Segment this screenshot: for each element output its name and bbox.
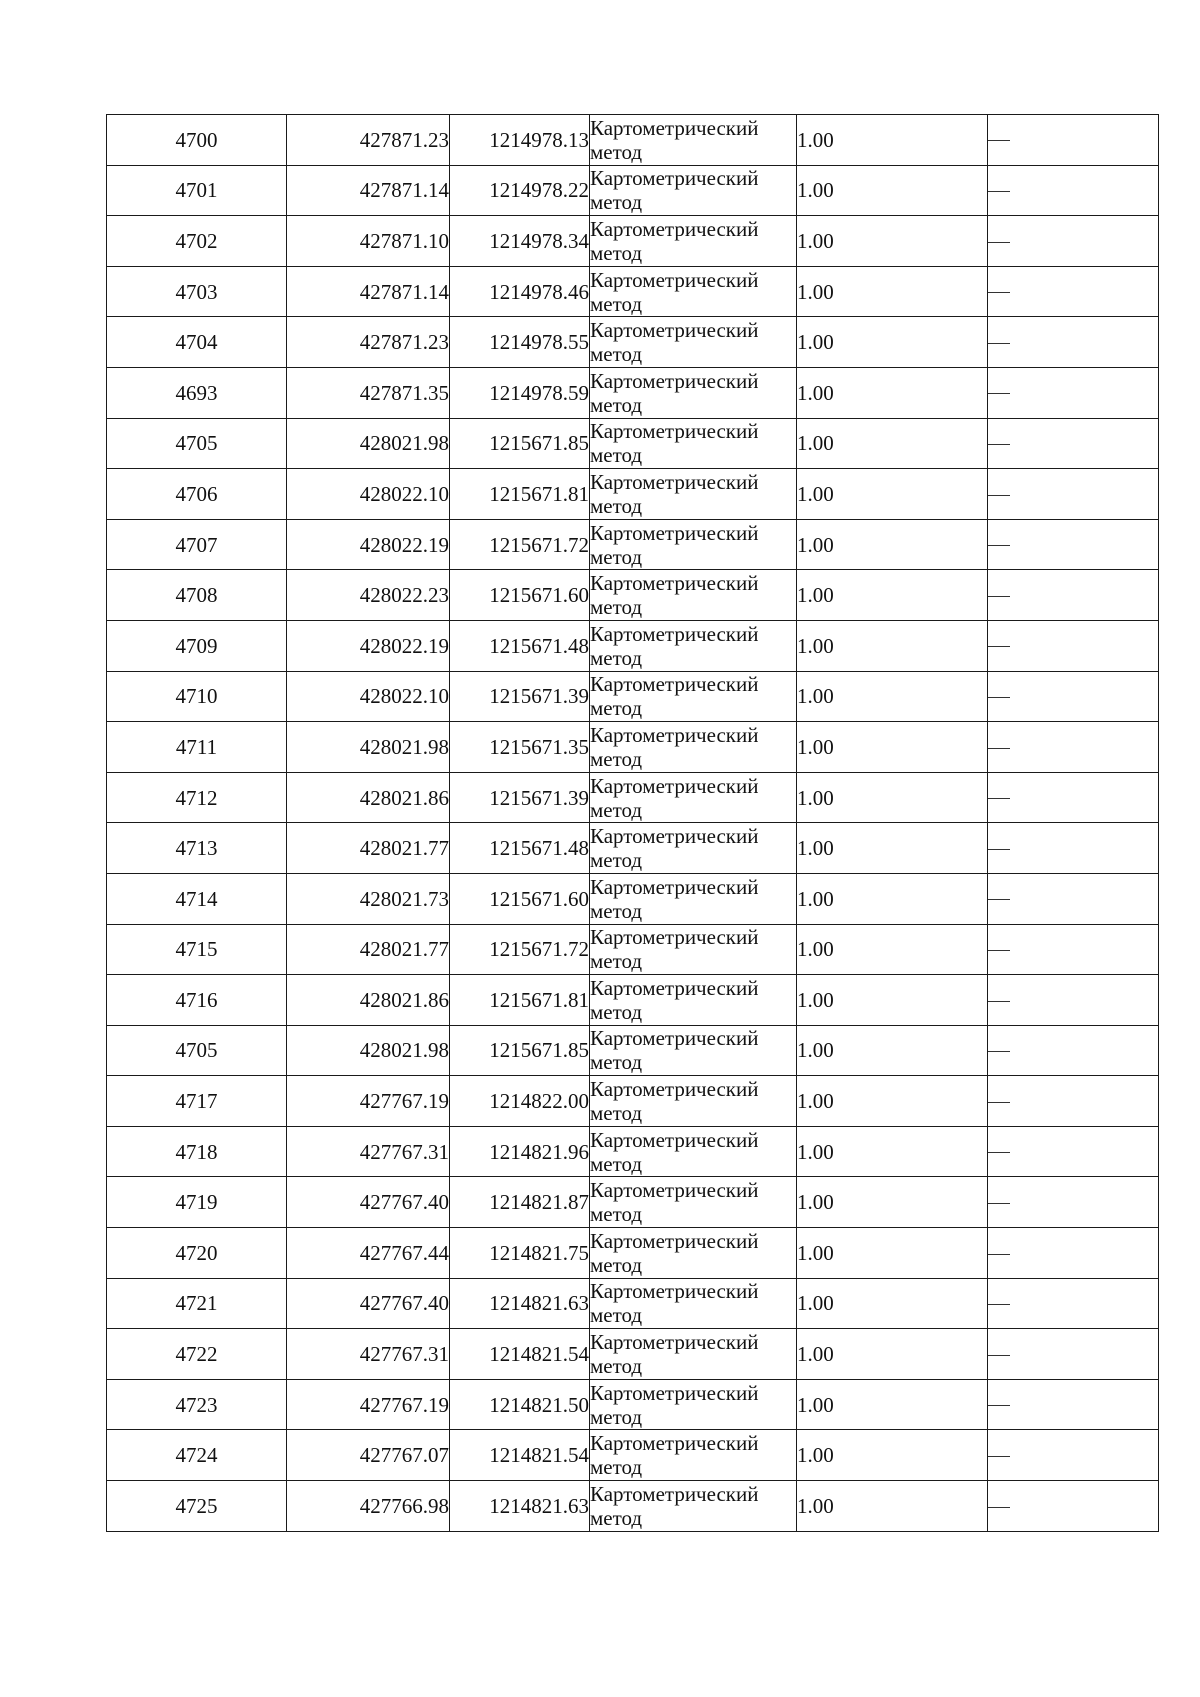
- x-coordinate-cell: 427767.31: [287, 1329, 450, 1380]
- y-coordinate-cell: 1215671.60: [450, 570, 590, 621]
- x-coordinate-cell: 428021.77: [287, 924, 450, 975]
- method-line-2: метод: [590, 595, 643, 620]
- table-row: [107, 570, 1159, 621]
- dash-icon: [988, 596, 1010, 597]
- x-coordinate-cell: 428022.19: [287, 620, 450, 671]
- method-line-1: Картометрический: [590, 571, 759, 596]
- method-cell: [590, 1278, 797, 1329]
- method-cell: [590, 519, 797, 570]
- method-cell: [590, 671, 797, 722]
- table-row: [107, 1076, 1159, 1127]
- method-line-2: метод: [590, 190, 643, 215]
- y-coordinate-cell: 1215671.60: [450, 873, 590, 924]
- dash-icon: [988, 798, 1010, 799]
- description-cell: [988, 1379, 1159, 1430]
- method-cell: [590, 216, 797, 267]
- point-number-cell: 4717: [107, 1076, 287, 1127]
- x-coordinate-cell: 427767.40: [287, 1177, 450, 1228]
- precision-cell: 1.00: [797, 317, 988, 368]
- method-line-2: метод: [590, 1252, 643, 1277]
- table-row: [107, 1278, 1159, 1329]
- dash-icon: [988, 697, 1010, 698]
- x-coordinate-cell: 427871.23: [287, 115, 450, 166]
- dash-icon: [988, 140, 1010, 141]
- x-coordinate-cell: 427767.19: [287, 1379, 450, 1430]
- dash-icon: [988, 1203, 1010, 1204]
- x-coordinate-cell: 428021.73: [287, 873, 450, 924]
- y-coordinate-cell: 1214978.46: [450, 266, 590, 317]
- method-cell: [590, 317, 797, 368]
- method-line-1: Картометрический: [590, 267, 759, 292]
- precision-cell: 1.00: [797, 469, 988, 520]
- y-coordinate-cell: 1214978.34: [450, 216, 590, 267]
- point-number-cell: 4700: [107, 115, 287, 166]
- coordinates-table: [106, 114, 1159, 1532]
- table-row: [107, 317, 1159, 368]
- precision-cell: 1.00: [797, 873, 988, 924]
- description-cell: [988, 1430, 1159, 1481]
- precision-cell: 1.00: [797, 216, 988, 267]
- y-coordinate-cell: 1214978.13: [450, 115, 590, 166]
- point-number-cell: 4716: [107, 975, 287, 1026]
- description-cell: [988, 165, 1159, 216]
- precision-cell: 1.00: [797, 570, 988, 621]
- x-coordinate-cell: 427767.07: [287, 1430, 450, 1481]
- description-cell: [988, 620, 1159, 671]
- point-number-cell: 4701: [107, 165, 287, 216]
- method-cell: [590, 1329, 797, 1380]
- method-line-1: Картометрический: [590, 166, 759, 191]
- x-coordinate-cell: 428021.98: [287, 418, 450, 469]
- method-line-2: метод: [590, 240, 643, 265]
- precision-cell: 1.00: [797, 418, 988, 469]
- y-coordinate-cell: 1215671.85: [450, 1025, 590, 1076]
- method-line-1: Картометрический: [590, 469, 759, 494]
- dash-icon: [988, 1102, 1010, 1103]
- description-cell: [988, 772, 1159, 823]
- dash-icon: [988, 1507, 1010, 1508]
- method-cell: [590, 823, 797, 874]
- description-cell: [988, 671, 1159, 722]
- description-cell: [988, 469, 1159, 520]
- description-cell: [988, 367, 1159, 418]
- point-number-cell: 4712: [107, 772, 287, 823]
- method-line-1: Картометрический: [590, 722, 759, 747]
- point-number-cell: 4721: [107, 1278, 287, 1329]
- method-line-1: Картометрический: [590, 925, 759, 950]
- precision-cell: 1.00: [797, 1278, 988, 1329]
- y-coordinate-cell: 1214821.87: [450, 1177, 590, 1228]
- precision-cell: 1.00: [797, 115, 988, 166]
- description-cell: [988, 1076, 1159, 1127]
- method-line-2: метод: [590, 797, 643, 822]
- y-coordinate-cell: 1215671.39: [450, 671, 590, 722]
- dash-icon: [988, 1405, 1010, 1406]
- method-cell: [590, 1126, 797, 1177]
- y-coordinate-cell: 1215671.48: [450, 620, 590, 671]
- dash-icon: [988, 1456, 1010, 1457]
- table-row: [107, 519, 1159, 570]
- method-line-2: метод: [590, 1354, 643, 1379]
- x-coordinate-cell: 427767.44: [287, 1228, 450, 1279]
- y-coordinate-cell: 1214978.22: [450, 165, 590, 216]
- description-cell: [988, 1329, 1159, 1380]
- method-line-1: Картометрический: [590, 874, 759, 899]
- method-line-2: метод: [590, 1151, 643, 1176]
- method-line-2: метод: [590, 645, 643, 670]
- table-row: [107, 165, 1159, 216]
- precision-cell: 1.00: [797, 1329, 988, 1380]
- description-cell: [988, 1278, 1159, 1329]
- point-number-cell: 4709: [107, 620, 287, 671]
- precision-cell: 1.00: [797, 1076, 988, 1127]
- x-coordinate-cell: 427767.31: [287, 1126, 450, 1177]
- point-number-cell: 4718: [107, 1126, 287, 1177]
- method-line-1: Картометрический: [590, 672, 759, 697]
- dash-icon: [988, 495, 1010, 496]
- dash-icon: [988, 849, 1010, 850]
- point-number-cell: 4725: [107, 1481, 287, 1532]
- x-coordinate-cell: 427871.14: [287, 266, 450, 317]
- method-line-1: Картометрический: [590, 318, 759, 343]
- description-cell: [988, 1177, 1159, 1228]
- dash-icon: [988, 545, 1010, 546]
- method-cell: [590, 873, 797, 924]
- dash-icon: [988, 899, 1010, 900]
- method-cell: [590, 418, 797, 469]
- method-cell: [590, 722, 797, 773]
- method-line-2: метод: [590, 696, 643, 721]
- dash-icon: [988, 1304, 1010, 1305]
- point-number-cell: 4720: [107, 1228, 287, 1279]
- method-line-1: Картометрический: [590, 1380, 759, 1405]
- y-coordinate-cell: 1214822.00: [450, 1076, 590, 1127]
- precision-cell: 1.00: [797, 1430, 988, 1481]
- method-line-2: метод: [590, 949, 643, 974]
- table-row: [107, 1329, 1159, 1380]
- y-coordinate-cell: 1214821.75: [450, 1228, 590, 1279]
- precision-cell: 1.00: [797, 266, 988, 317]
- dash-icon: [988, 393, 1010, 394]
- precision-cell: 1.00: [797, 772, 988, 823]
- method-cell: [590, 1177, 797, 1228]
- dash-icon: [988, 646, 1010, 647]
- y-coordinate-cell: 1214978.55: [450, 317, 590, 368]
- description-cell: [988, 924, 1159, 975]
- description-cell: [988, 1228, 1159, 1279]
- point-number-cell: 4724: [107, 1430, 287, 1481]
- method-line-2: метод: [590, 291, 643, 316]
- y-coordinate-cell: 1214821.63: [450, 1481, 590, 1532]
- precision-cell: 1.00: [797, 367, 988, 418]
- precision-cell: 1.00: [797, 1228, 988, 1279]
- method-line-1: Картометрический: [590, 419, 759, 444]
- method-cell: [590, 165, 797, 216]
- method-cell: [590, 975, 797, 1026]
- dash-icon: [988, 1001, 1010, 1002]
- precision-cell: 1.00: [797, 1177, 988, 1228]
- table-row: [107, 1025, 1159, 1076]
- x-coordinate-cell: 427767.19: [287, 1076, 450, 1127]
- point-number-cell: 4723: [107, 1379, 287, 1430]
- point-number-cell: 4705: [107, 418, 287, 469]
- method-cell: [590, 469, 797, 520]
- y-coordinate-cell: 1214821.50: [450, 1379, 590, 1430]
- description-cell: [988, 216, 1159, 267]
- method-line-2: метод: [590, 392, 643, 417]
- x-coordinate-cell: 427871.14: [287, 165, 450, 216]
- dash-icon: [988, 242, 1010, 243]
- method-line-1: Картометрический: [590, 1279, 759, 1304]
- precision-cell: 1.00: [797, 519, 988, 570]
- table-row: [107, 772, 1159, 823]
- method-line-2: метод: [590, 139, 643, 164]
- y-coordinate-cell: 1215671.72: [450, 519, 590, 570]
- table-row: [107, 418, 1159, 469]
- method-line-2: метод: [590, 1101, 643, 1126]
- description-cell: [988, 1025, 1159, 1076]
- table-row: [107, 1430, 1159, 1481]
- method-line-1: Картометрический: [590, 773, 759, 798]
- table-row: [107, 216, 1159, 267]
- method-cell: [590, 570, 797, 621]
- dash-icon: [988, 1051, 1010, 1052]
- point-number-cell: 4722: [107, 1329, 287, 1380]
- method-line-2: метод: [590, 1050, 643, 1075]
- method-line-2: метод: [590, 1202, 643, 1227]
- method-line-1: Картометрический: [590, 824, 759, 849]
- method-line-1: Картометрический: [590, 1178, 759, 1203]
- method-line-1: Картометрический: [590, 368, 759, 393]
- point-number-cell: 4703: [107, 266, 287, 317]
- table-row: [107, 1228, 1159, 1279]
- table-row: [107, 1481, 1159, 1532]
- table-row: [107, 975, 1159, 1026]
- y-coordinate-cell: 1214821.54: [450, 1329, 590, 1380]
- method-line-2: метод: [590, 746, 643, 771]
- table-row: [107, 924, 1159, 975]
- description-cell: [988, 1126, 1159, 1177]
- y-coordinate-cell: 1215671.35: [450, 722, 590, 773]
- method-line-1: Картометрический: [590, 1481, 759, 1506]
- y-coordinate-cell: 1214978.59: [450, 367, 590, 418]
- x-coordinate-cell: 428021.77: [287, 823, 450, 874]
- x-coordinate-cell: 428022.10: [287, 469, 450, 520]
- x-coordinate-cell: 428021.98: [287, 1025, 450, 1076]
- dash-icon: [988, 191, 1010, 192]
- precision-cell: 1.00: [797, 1126, 988, 1177]
- method-cell: [590, 924, 797, 975]
- method-line-2: метод: [590, 493, 643, 518]
- y-coordinate-cell: 1215671.48: [450, 823, 590, 874]
- dash-icon: [988, 444, 1010, 445]
- y-coordinate-cell: 1215671.39: [450, 772, 590, 823]
- description-cell: [988, 722, 1159, 773]
- table-row: [107, 367, 1159, 418]
- method-line-1: Картометрический: [590, 1077, 759, 1102]
- point-number-cell: 4713: [107, 823, 287, 874]
- description-cell: [988, 418, 1159, 469]
- table-row: [107, 823, 1159, 874]
- precision-cell: 1.00: [797, 620, 988, 671]
- method-line-2: метод: [590, 342, 643, 367]
- dash-icon: [988, 292, 1010, 293]
- coordinates-table-body: [107, 115, 1159, 1532]
- method-line-2: метод: [590, 898, 643, 923]
- method-cell: [590, 772, 797, 823]
- precision-cell: 1.00: [797, 975, 988, 1026]
- method-cell: [590, 1025, 797, 1076]
- method-line-2: метод: [590, 1455, 643, 1480]
- description-cell: [988, 570, 1159, 621]
- description-cell: [988, 975, 1159, 1026]
- description-cell: [988, 519, 1159, 570]
- method-cell: [590, 367, 797, 418]
- y-coordinate-cell: 1215671.85: [450, 418, 590, 469]
- method-line-2: метод: [590, 544, 643, 569]
- method-line-1: Картометрический: [590, 1431, 759, 1456]
- table-row: [107, 1177, 1159, 1228]
- point-number-cell: 4710: [107, 671, 287, 722]
- precision-cell: 1.00: [797, 1379, 988, 1430]
- method-cell: [590, 620, 797, 671]
- point-number-cell: 4708: [107, 570, 287, 621]
- dash-icon: [988, 748, 1010, 749]
- y-coordinate-cell: 1214821.63: [450, 1278, 590, 1329]
- precision-cell: 1.00: [797, 924, 988, 975]
- method-line-1: Картометрический: [590, 1127, 759, 1152]
- description-cell: [988, 823, 1159, 874]
- point-number-cell: 4706: [107, 469, 287, 520]
- method-line-1: Картометрический: [590, 216, 759, 241]
- x-coordinate-cell: 427871.10: [287, 216, 450, 267]
- table-row: [107, 722, 1159, 773]
- method-cell: [590, 266, 797, 317]
- description-cell: [988, 873, 1159, 924]
- method-line-1: Картометрический: [590, 115, 759, 140]
- point-number-cell: 4711: [107, 722, 287, 773]
- dash-icon: [988, 343, 1010, 344]
- method-cell: [590, 1379, 797, 1430]
- point-number-cell: 4715: [107, 924, 287, 975]
- description-cell: [988, 115, 1159, 166]
- point-number-cell: 4693: [107, 367, 287, 418]
- dash-icon: [988, 1355, 1010, 1356]
- table-row: [107, 469, 1159, 520]
- point-number-cell: 4704: [107, 317, 287, 368]
- method-line-1: Картометрический: [590, 1228, 759, 1253]
- x-coordinate-cell: 427871.35: [287, 367, 450, 418]
- method-cell: [590, 1481, 797, 1532]
- method-line-1: Картометрический: [590, 975, 759, 1000]
- dash-icon: [988, 1152, 1010, 1153]
- point-number-cell: 4702: [107, 216, 287, 267]
- y-coordinate-cell: 1215671.81: [450, 975, 590, 1026]
- table-row: [107, 873, 1159, 924]
- point-number-cell: 4707: [107, 519, 287, 570]
- x-coordinate-cell: 427767.40: [287, 1278, 450, 1329]
- precision-cell: 1.00: [797, 1481, 988, 1532]
- method-line-1: Картометрический: [590, 621, 759, 646]
- table-row: [107, 1126, 1159, 1177]
- method-cell: [590, 1228, 797, 1279]
- precision-cell: 1.00: [797, 722, 988, 773]
- x-coordinate-cell: 428022.19: [287, 519, 450, 570]
- x-coordinate-cell: 428021.86: [287, 975, 450, 1026]
- x-coordinate-cell: 428022.23: [287, 570, 450, 621]
- method-cell: [590, 1076, 797, 1127]
- point-number-cell: 4714: [107, 873, 287, 924]
- method-cell: [590, 1430, 797, 1481]
- table-row: [107, 620, 1159, 671]
- x-coordinate-cell: 428022.10: [287, 671, 450, 722]
- y-coordinate-cell: 1215671.72: [450, 924, 590, 975]
- table-row: [107, 671, 1159, 722]
- method-line-2: метод: [590, 443, 643, 468]
- x-coordinate-cell: 428021.98: [287, 722, 450, 773]
- method-line-1: Картометрический: [590, 1330, 759, 1355]
- y-coordinate-cell: 1215671.81: [450, 469, 590, 520]
- method-line-2: метод: [590, 1505, 643, 1530]
- precision-cell: 1.00: [797, 823, 988, 874]
- method-line-1: Картометрический: [590, 520, 759, 545]
- x-coordinate-cell: 427871.23: [287, 317, 450, 368]
- table-row: [107, 115, 1159, 166]
- method-cell: [590, 115, 797, 166]
- point-number-cell: 4705: [107, 1025, 287, 1076]
- point-number-cell: 4719: [107, 1177, 287, 1228]
- method-line-1: Картометрический: [590, 1026, 759, 1051]
- y-coordinate-cell: 1214821.96: [450, 1126, 590, 1177]
- dash-icon: [988, 1254, 1010, 1255]
- method-line-2: метод: [590, 1404, 643, 1429]
- precision-cell: 1.00: [797, 1025, 988, 1076]
- table-row: [107, 1379, 1159, 1430]
- table-row: [107, 266, 1159, 317]
- method-line-2: метод: [590, 848, 643, 873]
- description-cell: [988, 266, 1159, 317]
- description-cell: [988, 317, 1159, 368]
- x-coordinate-cell: 427766.98: [287, 1481, 450, 1532]
- dash-icon: [988, 950, 1010, 951]
- method-line-2: метод: [590, 999, 643, 1024]
- precision-cell: 1.00: [797, 671, 988, 722]
- description-cell: [988, 1481, 1159, 1532]
- x-coordinate-cell: 428021.86: [287, 772, 450, 823]
- method-line-2: метод: [590, 1303, 643, 1328]
- precision-cell: 1.00: [797, 165, 988, 216]
- y-coordinate-cell: 1214821.54: [450, 1430, 590, 1481]
